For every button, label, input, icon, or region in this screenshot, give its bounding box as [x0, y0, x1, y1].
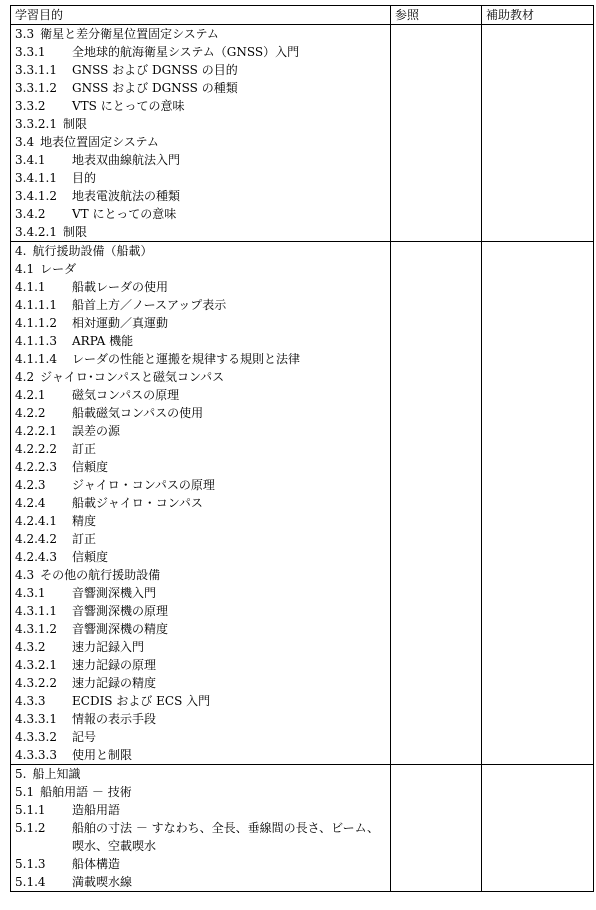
- objective-item: [15, 332, 386, 350]
- item-text: VT にとっての意味: [72, 207, 177, 221]
- item-number: 4.3.1.2: [15, 622, 57, 636]
- item-text: 地表位置固定システム: [40, 135, 159, 149]
- item-number: 4.2.2.1: [15, 424, 57, 438]
- item-text: 信頼度: [72, 550, 109, 564]
- item-text: ECDIS および ECS 入門: [72, 694, 211, 708]
- item-number: 3.3: [15, 27, 35, 41]
- item-text: 速力記録入門: [72, 640, 145, 654]
- reference-cell: [391, 242, 482, 765]
- item-number: 5.1.1: [15, 803, 46, 817]
- item-number: 4.2.3: [15, 478, 46, 492]
- objective-item: [15, 458, 386, 476]
- item-text: 航行援助設備（船載）: [32, 244, 153, 258]
- objective-item: [15, 819, 386, 855]
- item-number: 5.1: [15, 785, 35, 799]
- objective-item: [15, 187, 386, 205]
- objective-item: [15, 169, 386, 187]
- item-number: 4.1: [15, 262, 35, 276]
- item-number: 5.1.4: [15, 875, 46, 889]
- item-text: レーダ: [40, 262, 77, 276]
- item-text: 地表双曲線航法入門: [72, 153, 181, 167]
- item-text: 船載ジャイロ・コンパス: [72, 496, 203, 510]
- item-number: 4.3.3.1: [15, 712, 57, 726]
- objective-item: [15, 205, 386, 223]
- item-text: 記号: [72, 730, 97, 744]
- item-number: 3.3.1.1: [15, 63, 57, 77]
- objective-item: [15, 548, 386, 566]
- item-text: 船首上方／ノースアップ表示: [72, 298, 227, 312]
- item-text: 船舶用語 － 技術: [40, 785, 132, 799]
- reference-cell: [391, 25, 482, 242]
- item-text: 音響測深機の精度: [72, 622, 169, 636]
- objective-item: [15, 404, 386, 422]
- section-row: [11, 765, 594, 892]
- section-row: [11, 25, 594, 242]
- objective-item: [15, 710, 386, 728]
- item-text: GNSS および DGNSS の目的: [72, 63, 238, 77]
- syllabus-table: [10, 5, 594, 892]
- item-text: 船載レーダの使用: [72, 280, 169, 294]
- item-number: 3.4.1.2: [15, 189, 57, 203]
- objective-cell: [11, 242, 391, 765]
- item-text: 地表電波航法の種類: [72, 189, 181, 203]
- objective-item: [15, 133, 386, 151]
- objective-item: [15, 674, 386, 692]
- objective-item: [15, 873, 386, 891]
- item-text: ジャイロ・コンパスの原理: [72, 478, 215, 492]
- section-row: [11, 242, 594, 765]
- item-text: 満載喫水線: [72, 875, 133, 889]
- item-number: 3.4.1.1: [15, 171, 57, 185]
- objective-item: [15, 746, 386, 764]
- item-text: 船体構造: [72, 857, 121, 871]
- item-number: 4.1.1.4: [15, 352, 57, 366]
- item-number: 4.2.2.3: [15, 460, 57, 474]
- item-number: 3.3.2.1: [15, 117, 57, 131]
- item-number: 4.3.3: [15, 694, 46, 708]
- item-text: 船上知識: [32, 767, 81, 781]
- materials-cell: [482, 765, 594, 892]
- materials-cell: [482, 25, 594, 242]
- objective-item: [15, 620, 386, 638]
- reference-cell: [391, 765, 482, 892]
- objective-item: [15, 566, 386, 584]
- materials-header: 補助教材: [482, 6, 594, 25]
- item-number: 5.1.3: [15, 857, 46, 871]
- item-text: 制限: [62, 117, 87, 131]
- item-text: 音響測深機入門: [72, 586, 157, 600]
- objective-item: [15, 25, 386, 43]
- item-text: 訂正: [72, 442, 97, 456]
- item-text: 船舶の寸法 － すなわち、全長、垂線間の長さ、ビーム、喫水、空載喫水: [72, 821, 380, 853]
- objective-item: [15, 765, 386, 783]
- item-number: 4.3.1: [15, 586, 46, 600]
- objective-item: [15, 494, 386, 512]
- reference-header: 参照: [391, 6, 482, 25]
- item-number: 3.3.1: [15, 45, 46, 59]
- item-number: 4.2.1: [15, 388, 46, 402]
- item-number: 5.1.2: [15, 821, 46, 835]
- objective-item: [15, 314, 386, 332]
- item-number: 3.3.1.2: [15, 81, 57, 95]
- item-text: 音響測深機の原理: [72, 604, 169, 618]
- objective-item: [15, 440, 386, 458]
- item-number: 4.3.2.2: [15, 676, 57, 690]
- item-number: 4.1.1.1: [15, 298, 57, 312]
- objective-item: [15, 223, 386, 241]
- objective-item: [15, 602, 386, 620]
- item-text: 造船用語: [72, 803, 121, 817]
- item-text: 目的: [72, 171, 97, 185]
- objective-item: [15, 260, 386, 278]
- objective-cell: [11, 25, 391, 242]
- item-text: レーダの性能と運搬を規律する規則と法律: [72, 352, 301, 366]
- objective-header: 学習目的: [11, 6, 391, 25]
- objective-item: [15, 386, 386, 404]
- item-number: 4.: [15, 244, 27, 258]
- item-number: 3.4.2: [15, 207, 46, 221]
- item-text: 船載磁気コンパスの使用: [72, 406, 204, 420]
- item-text: 相対運動／真運動: [72, 316, 169, 330]
- objective-item: [15, 278, 386, 296]
- item-text: 速力記録の原理: [72, 658, 157, 672]
- objective-item: [15, 242, 386, 260]
- objective-item: [15, 692, 386, 710]
- item-text: 信頼度: [72, 460, 109, 474]
- item-number: 4.2.4.2: [15, 532, 57, 546]
- objective-item: [15, 43, 386, 61]
- objective-item: [15, 61, 386, 79]
- item-text: 衛星と差分衛星位置固定システム: [40, 27, 219, 41]
- item-number: 4.3: [15, 568, 35, 582]
- objective-item: [15, 115, 386, 133]
- item-text: その他の航行援助設備: [40, 568, 161, 582]
- item-text: 磁気コンパスの原理: [72, 388, 180, 402]
- item-text: ジャイロ･コンパスと磁気コンパス: [40, 370, 225, 384]
- item-number: 4.1.1.3: [15, 334, 57, 348]
- objective-item: [15, 512, 386, 530]
- item-text: 制限: [62, 225, 87, 239]
- item-number: 4.2.4.3: [15, 550, 57, 564]
- item-number: 4.2.4: [15, 496, 46, 510]
- item-text: 訂正: [72, 532, 97, 546]
- objective-item: [15, 476, 386, 494]
- item-number: 4.3.3.3: [15, 748, 57, 762]
- item-number: 4.2.2.2: [15, 442, 57, 456]
- objective-item: [15, 79, 386, 97]
- item-number: 4.3.2.1: [15, 658, 57, 672]
- item-number: 4.3.3.2: [15, 730, 57, 744]
- objective-item: [15, 783, 386, 801]
- objective-item: [15, 656, 386, 674]
- item-text: 情報の表示手段: [72, 712, 157, 726]
- item-text: GNSS および DGNSS の種類: [72, 81, 238, 95]
- item-text: VTS にとっての意味: [72, 99, 185, 113]
- objective-item: [15, 97, 386, 115]
- objective-item: [15, 296, 386, 314]
- item-number: 5.: [15, 767, 27, 781]
- item-number: 4.2.2: [15, 406, 46, 420]
- item-number: 3.4.2.1: [15, 225, 57, 239]
- objective-item: [15, 530, 386, 548]
- item-number: 3.4.1: [15, 153, 46, 167]
- item-text: ARPA 機能: [72, 334, 134, 348]
- objective-item: [15, 584, 386, 602]
- item-text: 使用と制限: [72, 748, 133, 762]
- objective-cell: [11, 765, 391, 892]
- item-number: 4.1.1.2: [15, 316, 57, 330]
- item-text: 速力記録の精度: [72, 676, 157, 690]
- header-row: [11, 6, 594, 25]
- item-number: 4.2: [15, 370, 35, 384]
- item-number: 4.3.1.1: [15, 604, 57, 618]
- objective-item: [15, 638, 386, 656]
- objective-item: [15, 422, 386, 440]
- objective-item: [15, 801, 386, 819]
- materials-cell: [482, 242, 594, 765]
- objective-item: [15, 855, 386, 873]
- item-number: 4.2.4.1: [15, 514, 57, 528]
- objective-item: [15, 368, 386, 386]
- item-number: 3.3.2: [15, 99, 46, 113]
- objective-item: [15, 350, 386, 368]
- item-number: 4.3.2: [15, 640, 46, 654]
- item-text: 精度: [72, 514, 97, 528]
- item-number: 4.1.1: [15, 280, 46, 294]
- objective-item: [15, 728, 386, 746]
- item-text: 誤差の源: [72, 424, 121, 438]
- item-text: 全地球的航海衛星システム（GNSS）入門: [72, 45, 300, 59]
- item-number: 3.4: [15, 135, 35, 149]
- objective-item: [15, 151, 386, 169]
